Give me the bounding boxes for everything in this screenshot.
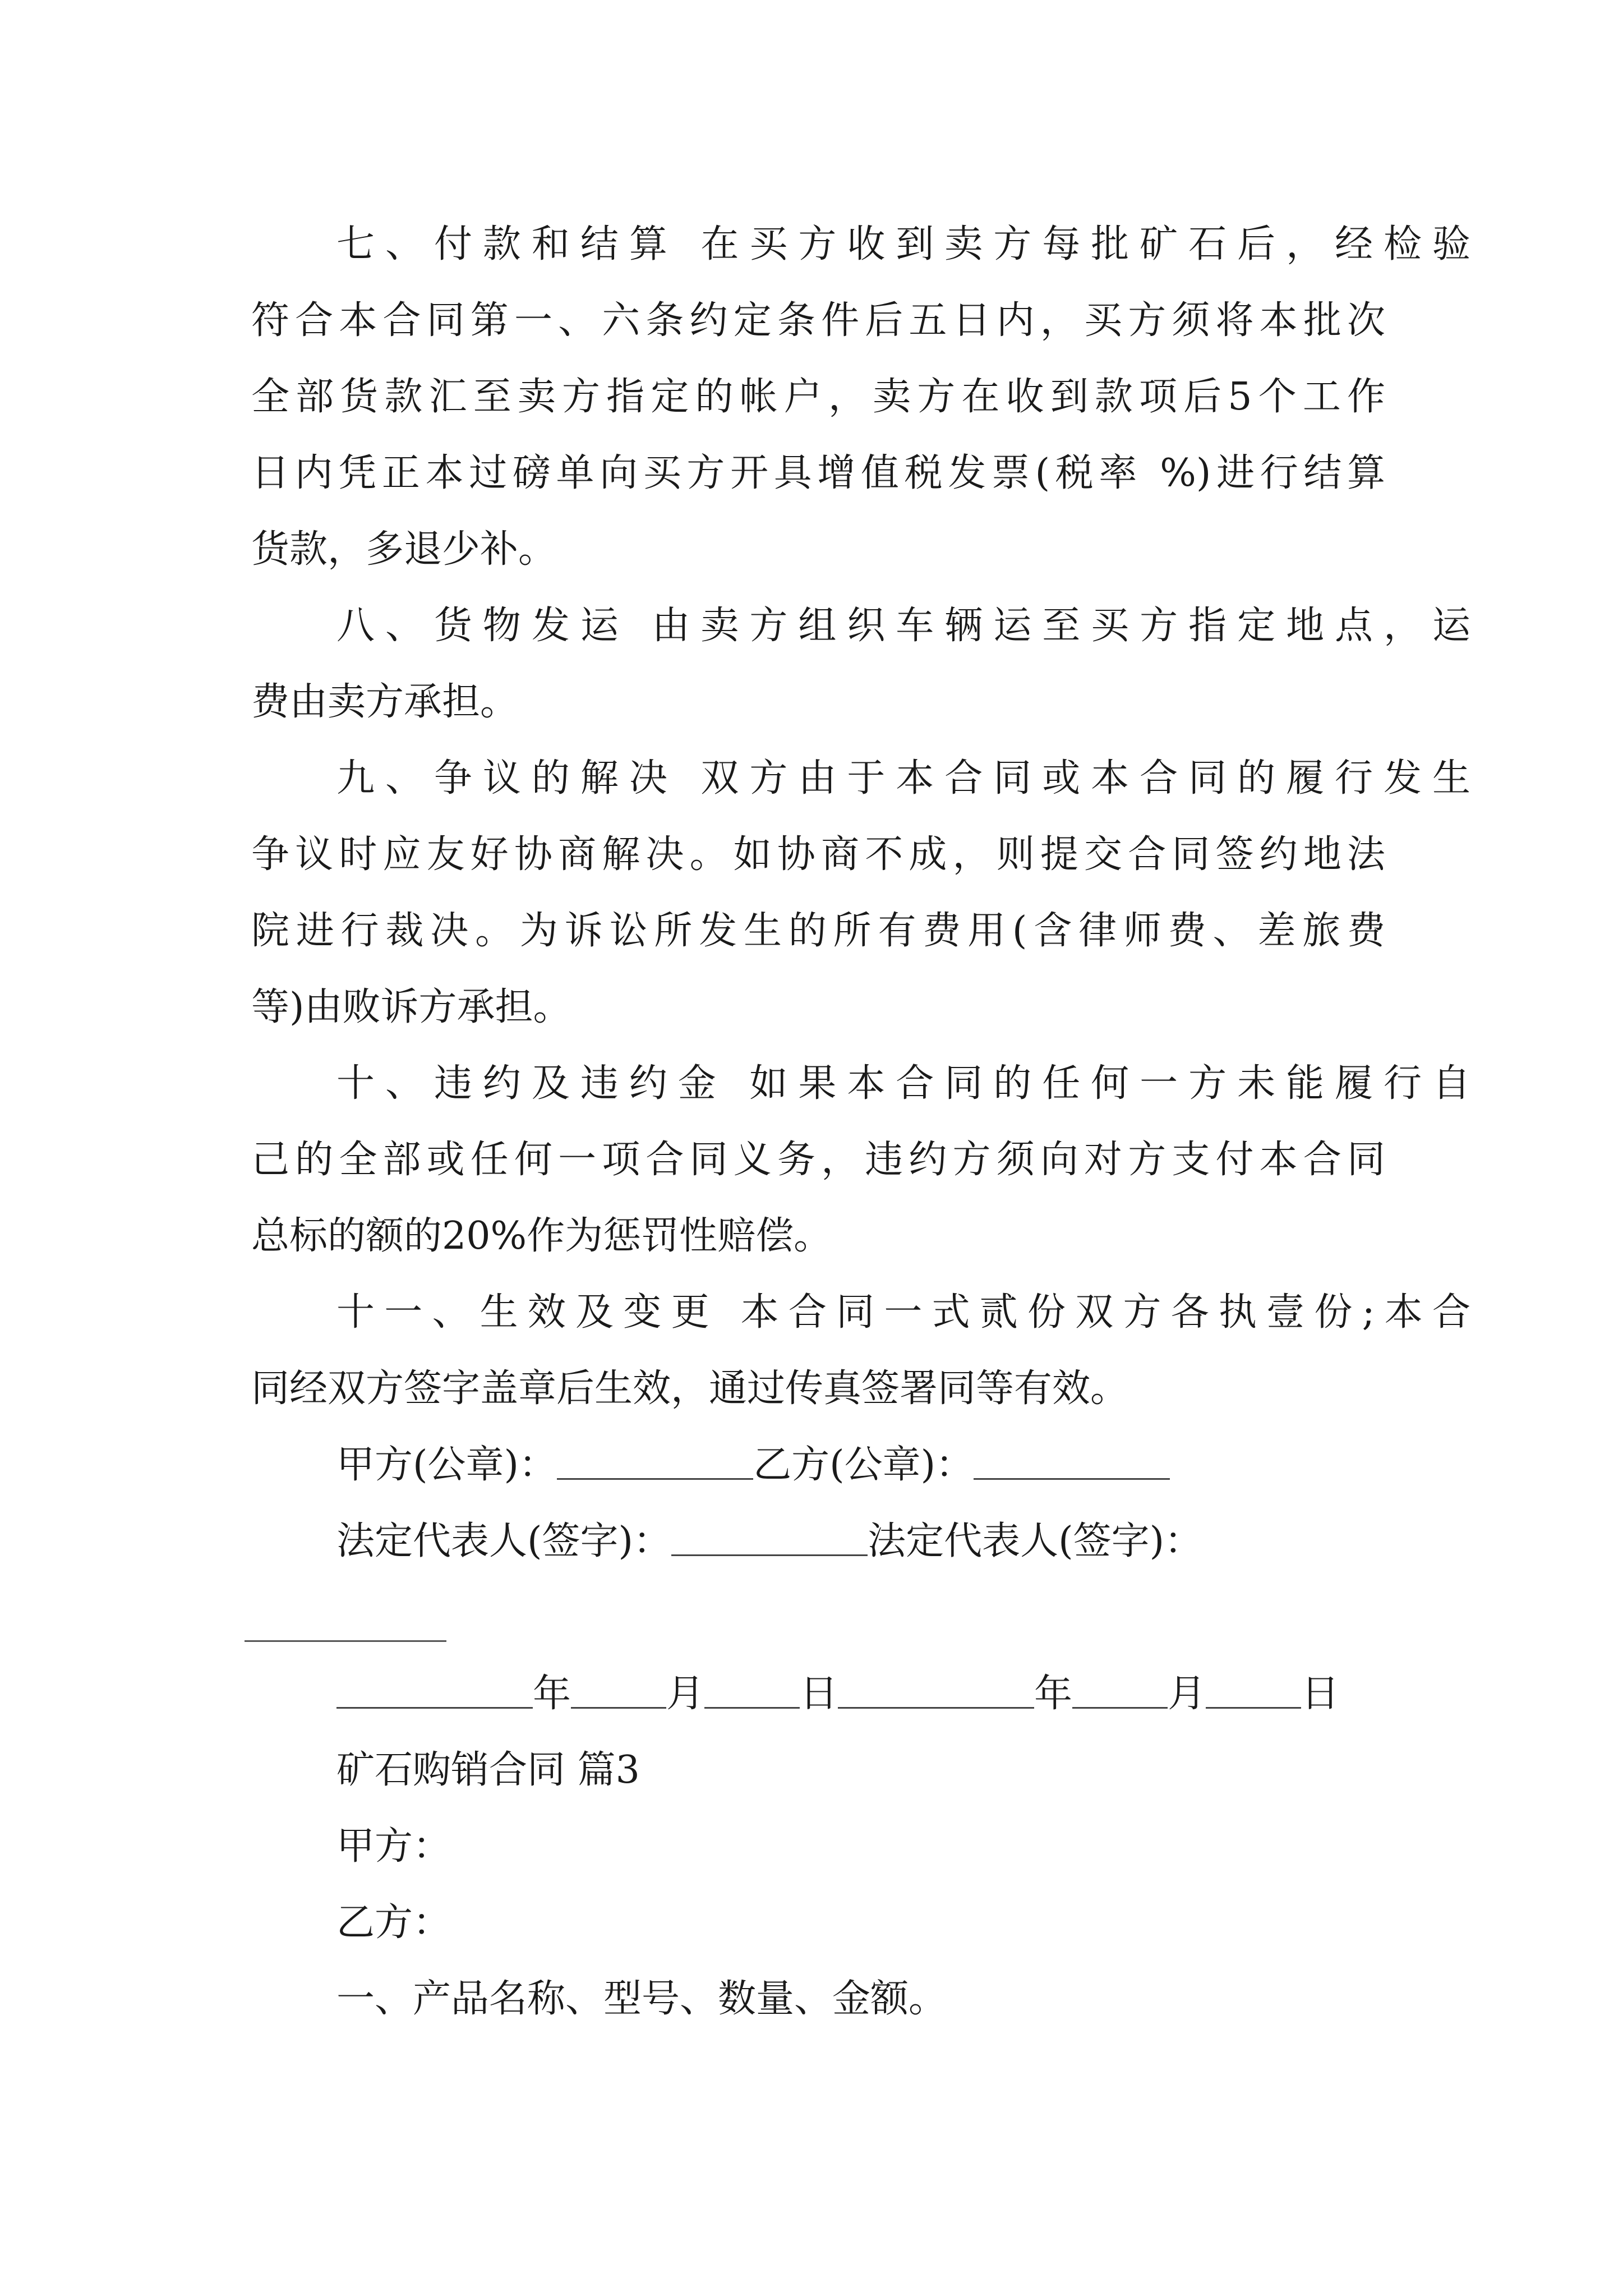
section-3-title: 矿石购销合同 篇3 [336, 1748, 640, 1792]
party-b-seal-label: 乙方(公章)： [753, 1443, 974, 1487]
clause-9-line-1: 九、争议的解决 双方由于本合同或本合同的履行发生 [336, 756, 1470, 800]
clause-7-line-4: 日内凭正本过磅单向买方开具增值税发票(税率 %)进行结算 [251, 451, 1385, 495]
party-a-seal-label: 甲方(公章)： [336, 1443, 557, 1487]
clause-9-line-4: 等)由败诉方承担。 [251, 985, 571, 1029]
date-a-year-blank[interactable] [336, 1673, 533, 1709]
date-a-month-blank[interactable] [571, 1673, 666, 1709]
clause-11-line-2: 同经双方签字盖章后生效，通过传真签署同等有效。 [251, 1366, 1129, 1411]
representative-line [336, 1502, 1623, 1581]
date-a-day-blank[interactable] [704, 1673, 800, 1709]
party-b-seal-blank[interactable] [974, 1444, 1170, 1480]
seal-line [336, 1426, 1623, 1504]
clause-7-line-3: 全部货款汇至卖方指定的帐户，卖方在收到款项后5个工作 [251, 375, 1385, 419]
party-a-seal-blank[interactable] [557, 1444, 753, 1480]
date-line [336, 1655, 1623, 1733]
clause-10-line-2: 己的全部或任何一项合同义务，违约方须向对方支付本合同 [251, 1138, 1385, 1182]
section-3-party-a: 甲方： [336, 1824, 451, 1869]
date-b-year-blank[interactable] [838, 1673, 1034, 1709]
section-3-item-1: 一、产品名称、型号、数量、金额。 [336, 1977, 947, 2021]
rep-a-label: 法定代表人(签字)： [336, 1519, 672, 1563]
clause-8-line-2: 费由卖方承担。 [251, 680, 519, 724]
date-b-day-label: 日 [1301, 1672, 1340, 1716]
date-b-day-blank[interactable] [1206, 1673, 1301, 1709]
rep-b-blank[interactable] [245, 1640, 446, 1642]
clause-7-line-1: 七、付款和结算 在买方收到卖方每批矿石后，经检验 [336, 222, 1470, 266]
clause-10-line-3: 总标的额的20%作为惩罚性赔偿。 [251, 1214, 832, 1258]
rep-a-blank[interactable] [671, 1521, 868, 1556]
clause-7-line-2: 符合本合同第一、六条约定条件后五日内，买方须将本批次 [251, 298, 1385, 343]
clause-11-line-1: 十一、生效及变更 本合同一式贰份双方各执壹份;本合 [336, 1290, 1470, 1335]
clause-7-line-5: 货款，多退少补。 [251, 527, 557, 572]
clause-8-line-1: 八、货物发运 由卖方组织车辆运至买方指定地点，运 [336, 604, 1470, 648]
date-a-day-label: 日 [800, 1672, 838, 1716]
clause-9-line-3: 院进行裁决。为诉讼所发生的所有费用(含律师费、差旅费 [251, 909, 1385, 953]
date-b-year-label: 年 [1034, 1672, 1073, 1716]
rep-b-label: 法定代表人(签字)： [868, 1519, 1203, 1563]
section-3-party-b: 乙方： [336, 1901, 451, 1945]
date-b-month-blank[interactable] [1072, 1673, 1168, 1709]
date-b-month-label: 月 [1168, 1672, 1206, 1716]
clause-9-line-2: 争议时应友好协商解决。如协商不成，则提交合同签约地法 [251, 832, 1385, 877]
date-a-month-label: 月 [666, 1672, 705, 1716]
date-a-year-label: 年 [533, 1672, 571, 1716]
clause-10-line-1: 十、违约及违约金 如果本合同的任何一方未能履行自 [336, 1061, 1470, 1106]
